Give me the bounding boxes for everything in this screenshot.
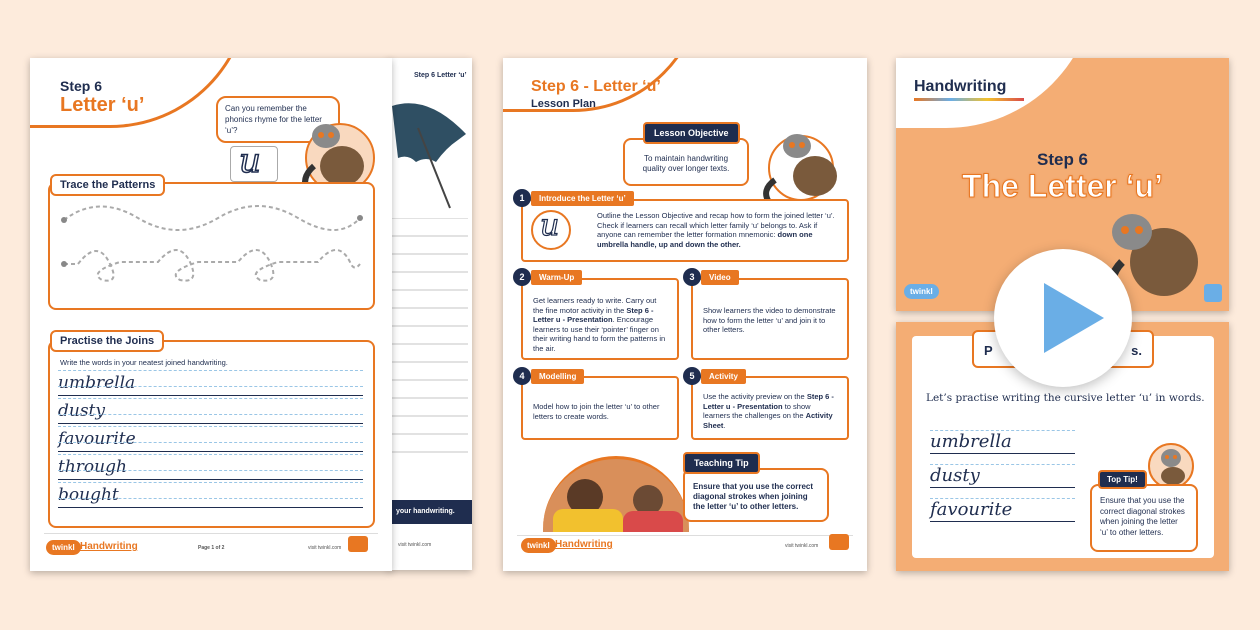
step-number: 1	[513, 189, 531, 207]
step-text-bold: Activity Sheet	[703, 411, 833, 430]
teaching-tip-label: Teaching Tip	[683, 452, 760, 474]
logo-underline	[914, 98, 1024, 101]
joins-instruction: Write the words in your neatest joined handwriting.	[60, 358, 228, 367]
lesson-plan-subtitle: Lesson Plan	[531, 98, 596, 110]
practice-word-line[interactable]	[930, 430, 1075, 454]
practice-word: dusty	[58, 401, 105, 421]
step-text: Outline the Lesson Objective and recap how to form the joined letter ‘u’. Check if learners can recall which letter family ‘u’ belongs to. Ask if anyone can remember the letter formation mnemonic:	[597, 211, 835, 239]
practise-joins-title: Practise the Joins	[50, 330, 164, 352]
step-text-bold: Step 6 - Letter u - Presentation	[703, 392, 834, 411]
visit-link[interactable]: visit twinkl.com	[785, 543, 819, 549]
top-tip-label: Top Tip!	[1098, 470, 1147, 489]
practice-instruction: Let’s practise writing the cursive letter ‘u’ in words.	[926, 392, 1205, 404]
step-5-box	[691, 376, 849, 440]
practice-word-line[interactable]	[930, 464, 1075, 488]
step-number: 5	[683, 367, 701, 385]
practice-word-line[interactable]	[58, 398, 363, 424]
play-icon	[1044, 283, 1104, 353]
back-visit: visit twinkl.com	[398, 542, 432, 548]
step-4-box: Model how to join the letter ‘u’ to other letters to create words.	[521, 376, 679, 440]
visit-link[interactable]: visit twinkl.com	[308, 545, 342, 551]
step-label: Activity	[701, 369, 746, 384]
step-text-bold: down one umbrella handle, up and down the other.	[597, 230, 813, 249]
trace-patterns-section	[48, 182, 375, 310]
practice-word: through	[58, 457, 127, 477]
practice-heading-start: P	[984, 343, 993, 358]
practice-word-line[interactable]	[58, 370, 363, 396]
teaching-tip-box: Ensure that you use the correct diagonal strokes when joining the letter ‘u’ to other letters.	[683, 468, 829, 522]
practice-word-line[interactable]	[930, 498, 1075, 522]
worksheet-front-page	[30, 58, 392, 571]
lemur-illustration	[749, 122, 853, 204]
worksheet-step: Step 6	[60, 78, 103, 94]
step-number: 4	[513, 367, 531, 385]
handwriting-logo: Handwriting	[80, 541, 138, 552]
step-text: Use the activity preview on the	[703, 392, 807, 401]
practice-word: favourite	[58, 429, 136, 449]
practice-word-line[interactable]	[58, 454, 363, 480]
page-number: Page 1 of 2	[198, 545, 225, 551]
worksheet-title: Letter ‘u’	[60, 94, 145, 116]
back-page-header: Step 6 Letter ‘u’	[414, 72, 467, 79]
play-video-button[interactable]	[994, 249, 1132, 387]
step-label: Warm-Up	[531, 270, 582, 285]
trace-patterns-lines[interactable]	[58, 198, 368, 308]
practice-heading-end: s.	[1131, 343, 1142, 358]
practice-word: bought	[58, 485, 119, 505]
lesson-plan-title: Step 6 - Letter ‘u’	[531, 78, 661, 95]
slide-step: Step 6	[1036, 150, 1089, 169]
practice-word: umbrella	[58, 373, 136, 393]
step-text-bold: Step 6 - Letter u - Presentation	[533, 305, 654, 324]
worksheet-back-page	[388, 58, 472, 570]
twinkl-badge-icon	[1204, 284, 1222, 302]
twinkl-badge-icon	[348, 536, 368, 552]
lemur-icon	[1146, 442, 1196, 490]
slide-title: The Letter ‘u’	[962, 168, 1163, 204]
step-label: Modelling	[531, 369, 584, 384]
step-text: to show learners the challenges on the	[703, 401, 811, 420]
step-label: Video	[701, 270, 739, 285]
back-page-banner: your handwriting.	[388, 500, 472, 524]
step-2-box	[521, 278, 679, 360]
step-text: Get learners ready to write. Carry out the fine motor activity in the	[533, 296, 657, 315]
lesson-objective-box: To maintain handwriting quality over longer texts.	[623, 138, 749, 186]
lesson-objective-label: Lesson Objective	[643, 122, 740, 144]
step-number: 2	[513, 268, 531, 286]
letter-u-circle	[531, 210, 571, 250]
practice-word: dusty	[930, 465, 980, 486]
step-3-box: Show learners the video to demonstrate how to form the letter ‘u’ and join it to other letters.	[691, 278, 849, 360]
children-writing-photo	[543, 456, 689, 532]
twinkl-logo: twinkl	[46, 540, 81, 555]
practice-word: umbrella	[930, 431, 1012, 452]
top-tip-box: Ensure that you use the correct diagonal strokes when joining the letter ‘u’ to other letters.	[1090, 484, 1198, 552]
letter-u-glyph: u	[540, 208, 560, 243]
practice-word: favourite	[930, 499, 1013, 520]
lesson-plan-page	[503, 58, 867, 571]
twinkl-badge-icon	[829, 534, 849, 550]
letter-u-glyph: u	[239, 141, 261, 181]
trace-patterns-title: Trace the Patterns	[50, 174, 165, 196]
phonics-speech-bubble: Can you remember the phonics rhyme for the letter ‘u’?	[216, 96, 340, 143]
step-label: Introduce the Letter ‘u’	[531, 191, 634, 206]
handwriting-logo: Handwriting	[555, 539, 613, 550]
twinkl-logo: twinkl	[521, 538, 556, 553]
twinkl-logo: twinkl	[904, 284, 939, 299]
practice-word-line[interactable]	[58, 426, 363, 452]
back-page-lines	[392, 218, 468, 483]
step-text: . Encourage learners to use their ‘pointer’ finger on their writing hand to form the patterns in the air.	[533, 315, 666, 353]
practice-word-line[interactable]	[58, 482, 363, 508]
slide-handwriting-logo: Handwriting	[914, 78, 1007, 95]
step-number: 3	[683, 268, 701, 286]
step-text: .	[723, 420, 726, 430]
